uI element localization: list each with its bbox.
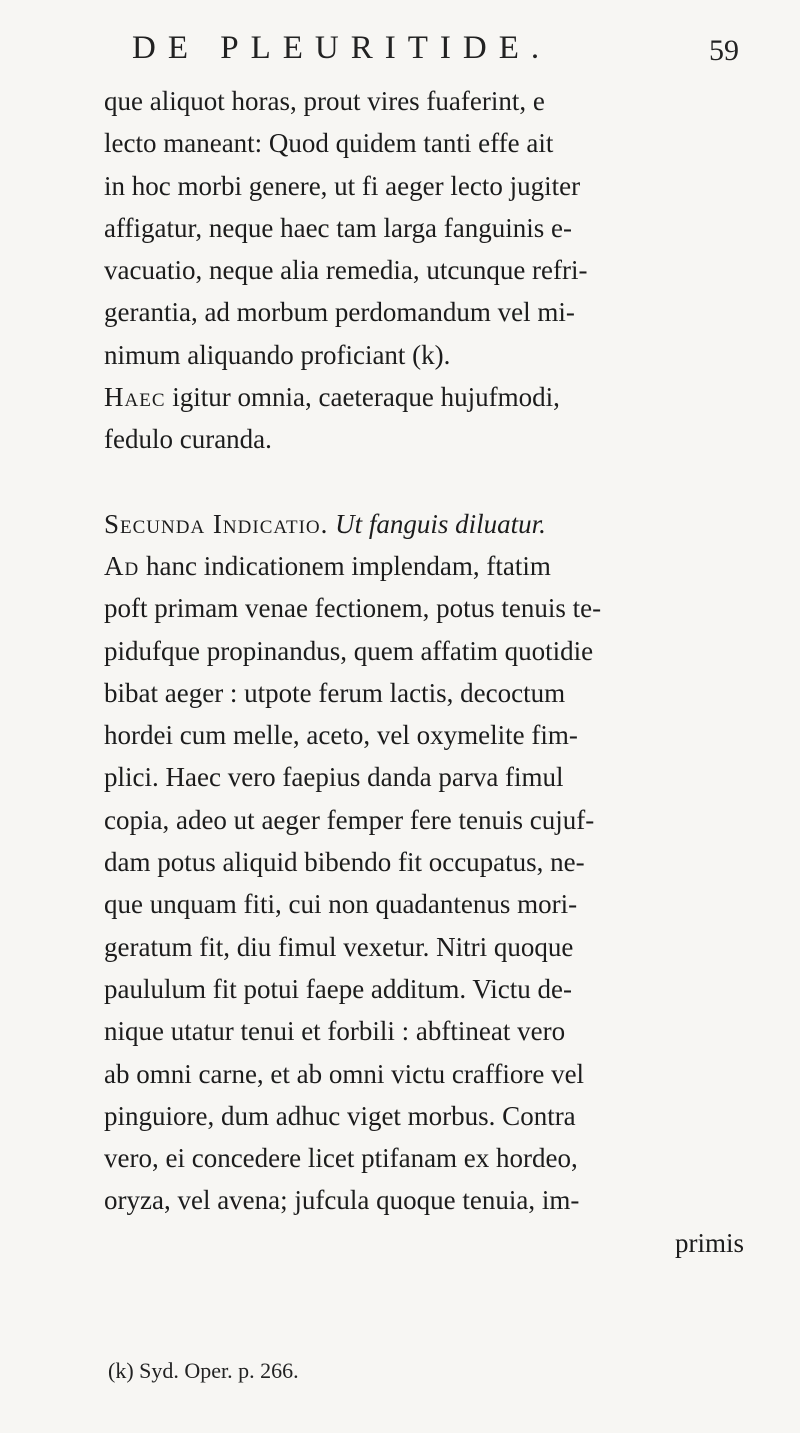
text-line: copia, adeo ut aeger femper fere tenuis cujuf- — [104, 804, 595, 835]
text-line: vero, ei concedere licet ptifanam ex hordeo, — [104, 1143, 578, 1174]
text-run: igitur omnia, caeteraque hujufmodi, — [165, 382, 560, 413]
text-line: que unquam fiti, cui non quadantenus mori- — [104, 889, 578, 920]
paragraph-2 — [104, 376, 744, 461]
text-line: oryza, vel avena; jufcula quoque tenuia, im- — [104, 1185, 580, 1216]
text-line: gerantia, ad morbum perdomandum vel mi- — [104, 297, 575, 328]
section-gap — [104, 461, 744, 503]
text-line: fedulo curanda. — [104, 424, 272, 455]
text-line: in hoc morbi genere, ut fi aeger lecto jugiter — [104, 170, 581, 201]
text-line: nimum aliquando proficiant (k). — [104, 339, 451, 370]
text-line — [104, 376, 744, 418]
text-line: pidufque propinandus, quem affatim quotidie — [104, 635, 594, 666]
body-text — [104, 80, 744, 1264]
text-line: hordei cum melle, aceto, vel oxymelite fim- — [104, 720, 578, 751]
text-line: nique utatur tenui et forbili : abftineat vero — [104, 1016, 566, 1047]
text-line — [104, 545, 744, 587]
text-line: vacuatio, neque alia remedia, utcunque refri- — [104, 255, 588, 286]
paragraph-1 — [104, 80, 744, 376]
text-line: paululum fit potui faepe additum. Victu de- — [104, 973, 573, 1004]
page-number: 59 — [709, 34, 739, 67]
text-run: hanc indicationem implendam, ftatim — [139, 550, 551, 581]
text-line: pinguiore, dum adhuc viget morbus. Contra — [104, 1100, 576, 1131]
section-heading-label: Secunda Indicatio. — [104, 508, 329, 539]
text-line: poft primam venae fectionem, potus tenuis te- — [104, 593, 602, 624]
catchword: primis — [674, 1227, 744, 1258]
running-head-title: DE PLEURITIDE. — [132, 30, 552, 66]
text-line: que aliquot horas, prout vires fuaferint, e — [104, 86, 545, 116]
text-line: bibat aeger : utpote ferum lactis, decoctum — [104, 677, 566, 708]
section-heading-italic: Ut fanguis diluatur. — [328, 508, 546, 539]
paragraph-lead-word: Haec — [104, 382, 166, 413]
text-line: ab omni carne, et ab omni victu craffiore vel — [104, 1058, 585, 1089]
running-head — [0, 26, 800, 70]
text-line: affigatur, neque haec tam larga fanguinis e- — [104, 212, 572, 243]
text-line: plici. Haec vero faepius danda parva fimul — [104, 762, 564, 793]
paragraph-lead-word: Ad — [104, 550, 140, 581]
text-line: geratum fit, diu fimul vexetur. Nitri quoque — [104, 931, 574, 962]
section-heading — [104, 503, 744, 545]
text-line: lecto maneant: Quod quidem tanti effe ait — [104, 128, 554, 159]
footnote: (k) Syd. Oper. p. 266. — [108, 1358, 299, 1383]
paragraph-3 — [104, 545, 744, 1222]
text-line: dam potus aliquid bibendo fit occupatus, ne- — [104, 847, 585, 878]
